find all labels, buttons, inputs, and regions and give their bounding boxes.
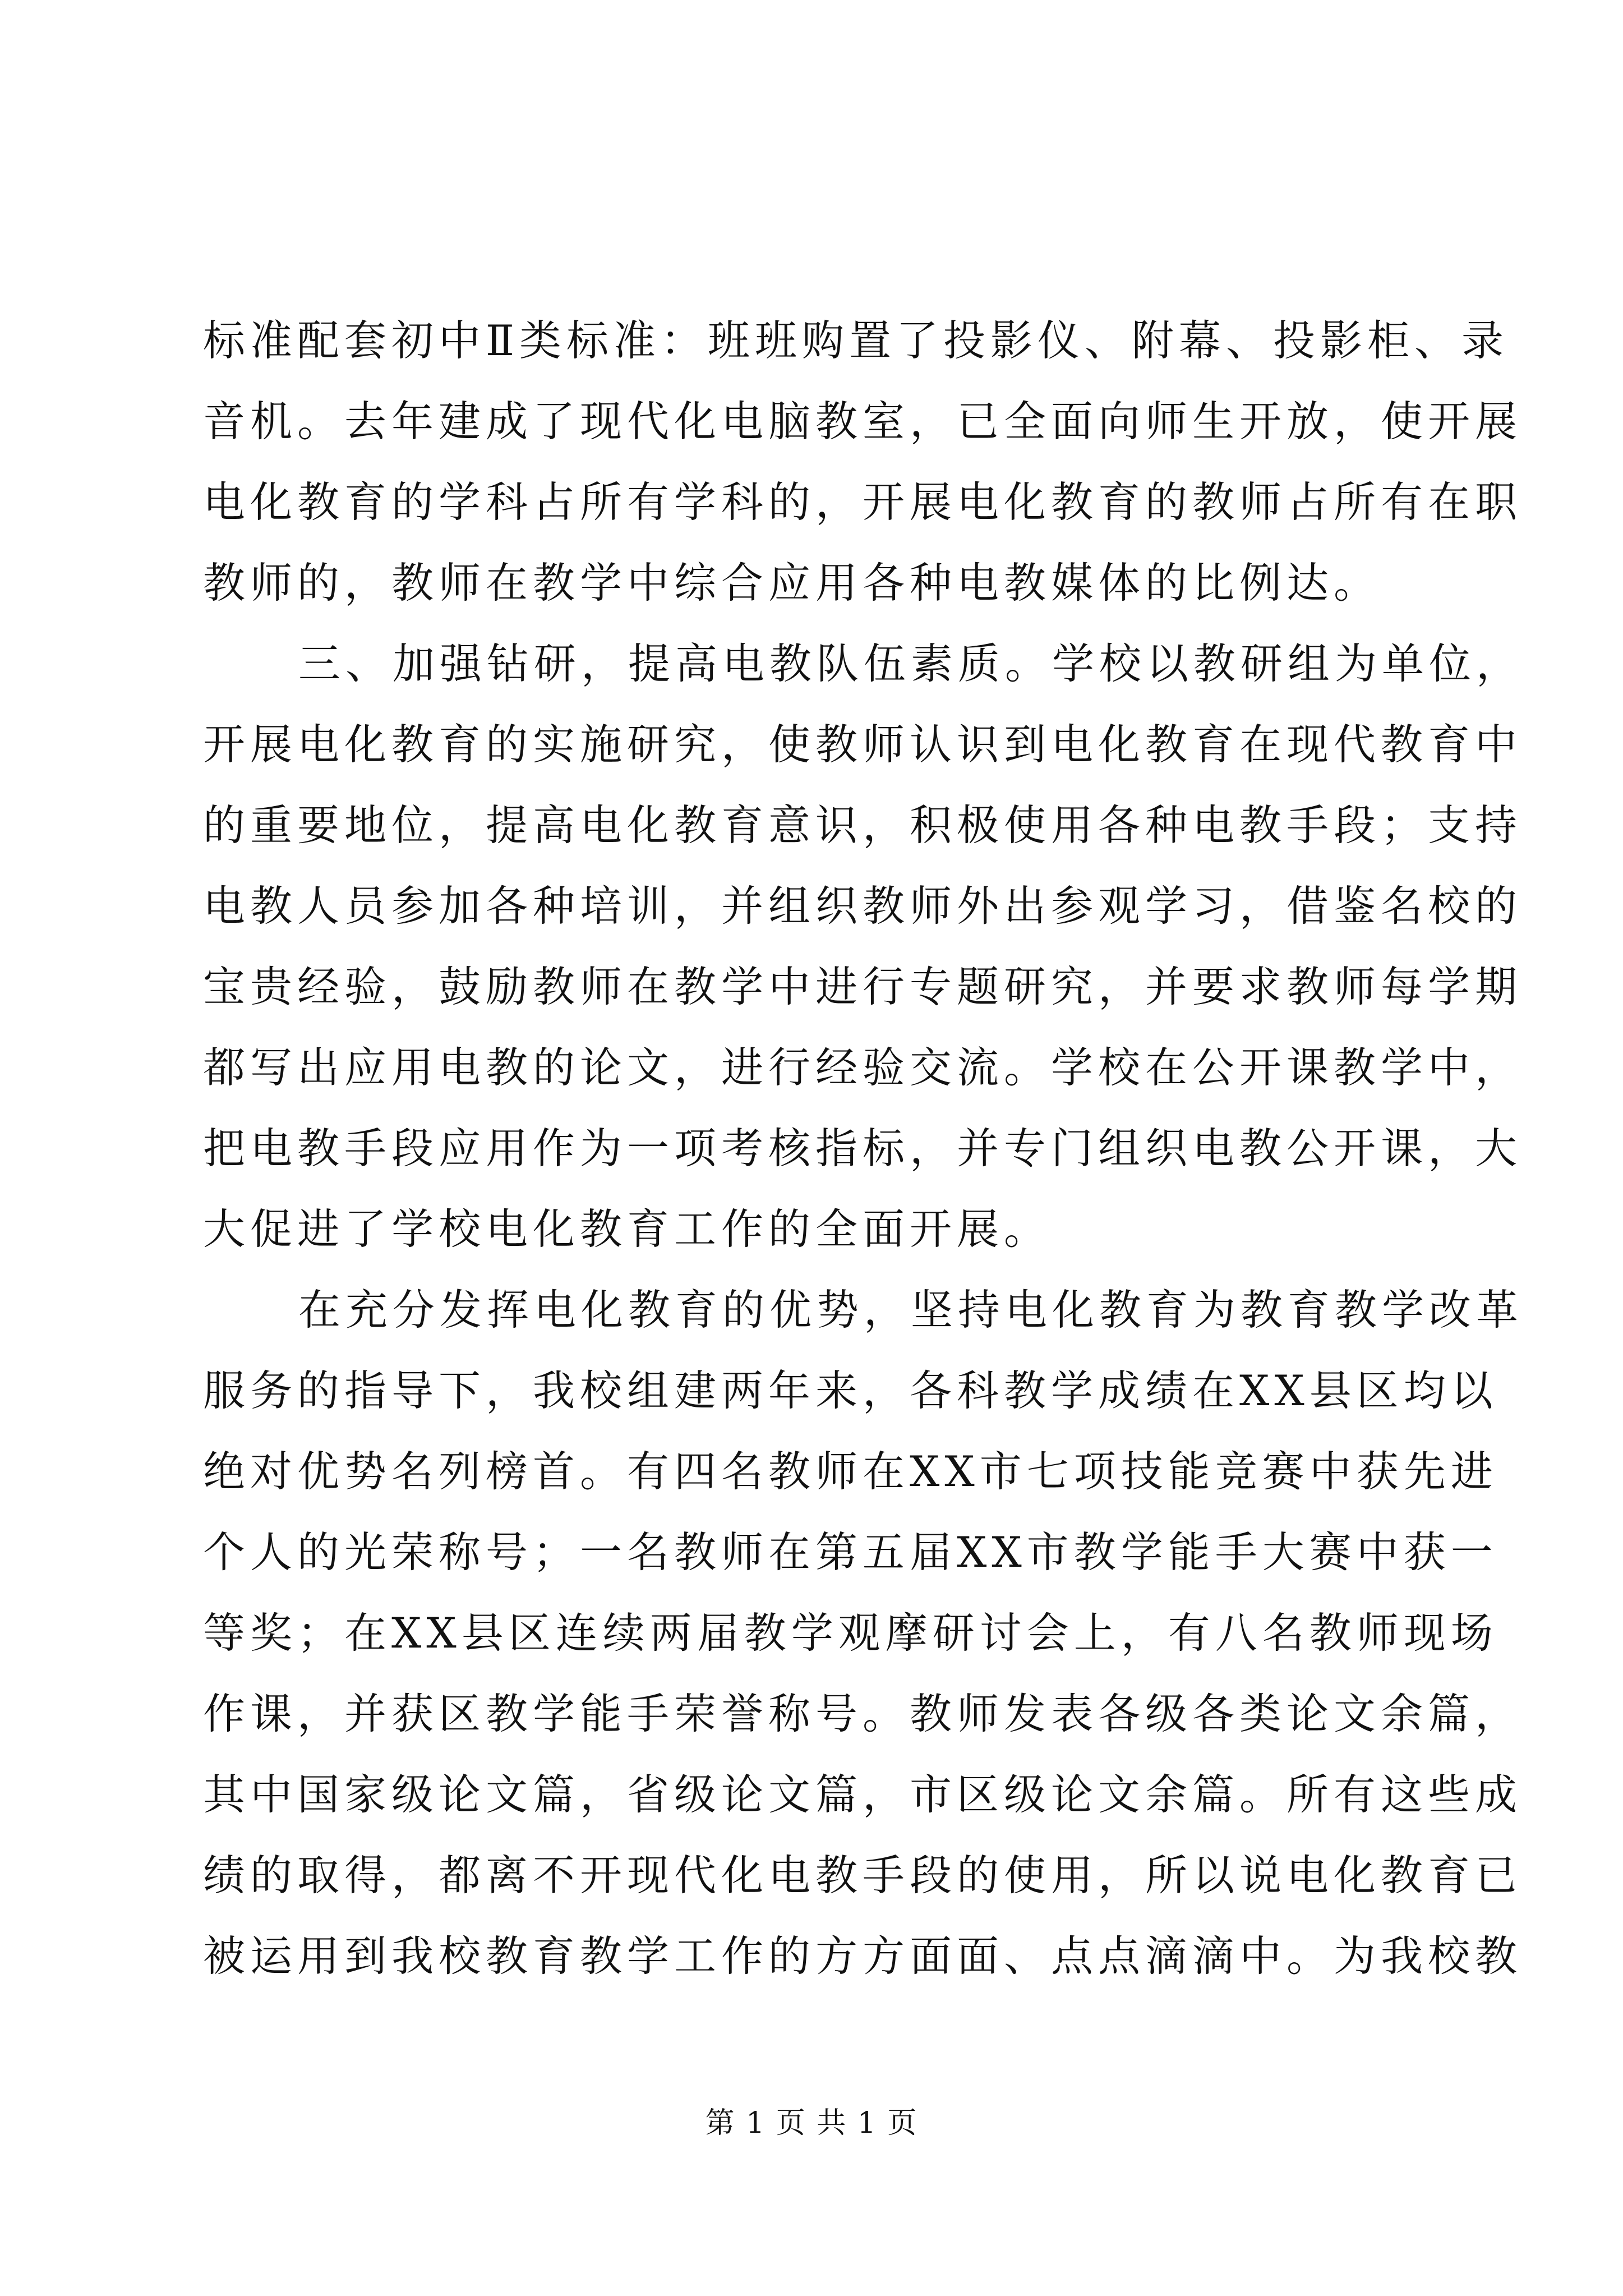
paragraph-2 xyxy=(203,623,1524,1269)
text-line: 把电教手段应用作为一项考核指标，并专门组织电教公开课，大 xyxy=(203,1124,1523,1173)
text-line: 教师的，教师在教学中综合应用各种电教媒体的比例达。 xyxy=(203,558,1381,608)
text-line: 三、加强钻研，提高电教队伍素质。学校以教研组为单位， xyxy=(298,639,1524,688)
text-line: 音机。去年建成了现代化电脑教室，已全面向师生开放，使开展 xyxy=(203,397,1523,446)
text-line: 宝贵经验，鼓励教师在教学中进行专题研究，并要求教师每学期 xyxy=(203,962,1523,1011)
paragraph-1 xyxy=(203,300,1523,623)
text-line: 作课，并获区教学能手荣誉称号。教师发表各级各类论文余篇， xyxy=(203,1689,1523,1738)
text-line: 都写出应用电教的论文，进行经验交流。学校在公开课教学中， xyxy=(203,1043,1523,1092)
text-line: 绩的取得，都离不开现代化电教手段的使用，所以说电化教育已 xyxy=(203,1851,1523,1900)
text-line: 被运用到我校教育教学工作的方方面面、点点滴滴中。为我校教 xyxy=(203,1931,1523,1981)
text-line: 电教人员参加各种培训，并组织教师外出参观学习，借鉴名校的 xyxy=(203,881,1523,931)
text-line: 其中国家级论文篇，省级论文篇，市区级论文余篇。所有这些成 xyxy=(203,1770,1523,1819)
text-line: 开展电化教育的实施研究，使教师认识到电化教育在现代教育中 xyxy=(203,720,1523,769)
text-line: 的重要地位，提高电化教育意识，积极使用各种电教手段；支持 xyxy=(203,800,1523,850)
text-line: 个人的光荣称号；一名教师在第五届XX市教学能手大赛中获一 xyxy=(203,1527,1498,1577)
text-line: 标准配套初中Ⅱ类标准：班班购置了投影仪、附幕、投影柜、录 xyxy=(203,316,1509,365)
page-footer: 第 1 页 共 1 页 xyxy=(705,2106,918,2140)
body-text xyxy=(203,300,1524,1996)
text-line: 电化教育的学科占所有学科的，开展电化教育的教师占所有在职 xyxy=(203,477,1523,527)
text-line: 服务的指导下，我校组建两年来，各科教学成绩在XX县区均以 xyxy=(203,1366,1498,1415)
text-line: 等奖；在XX县区连续两届教学观摩研讨会上，有八名教师现场 xyxy=(203,1608,1498,1658)
text-line: 绝对优势名列榜首。有四名教师在XX市七项技能竞赛中获先进 xyxy=(203,1447,1498,1496)
paragraph-3 xyxy=(203,1269,1524,1996)
text-line: 大促进了学校电化教育工作的全面开展。 xyxy=(203,1204,1052,1254)
text-line: 在充分发挥电化教育的优势，坚持电化教育为教育教学改革 xyxy=(298,1285,1524,1335)
